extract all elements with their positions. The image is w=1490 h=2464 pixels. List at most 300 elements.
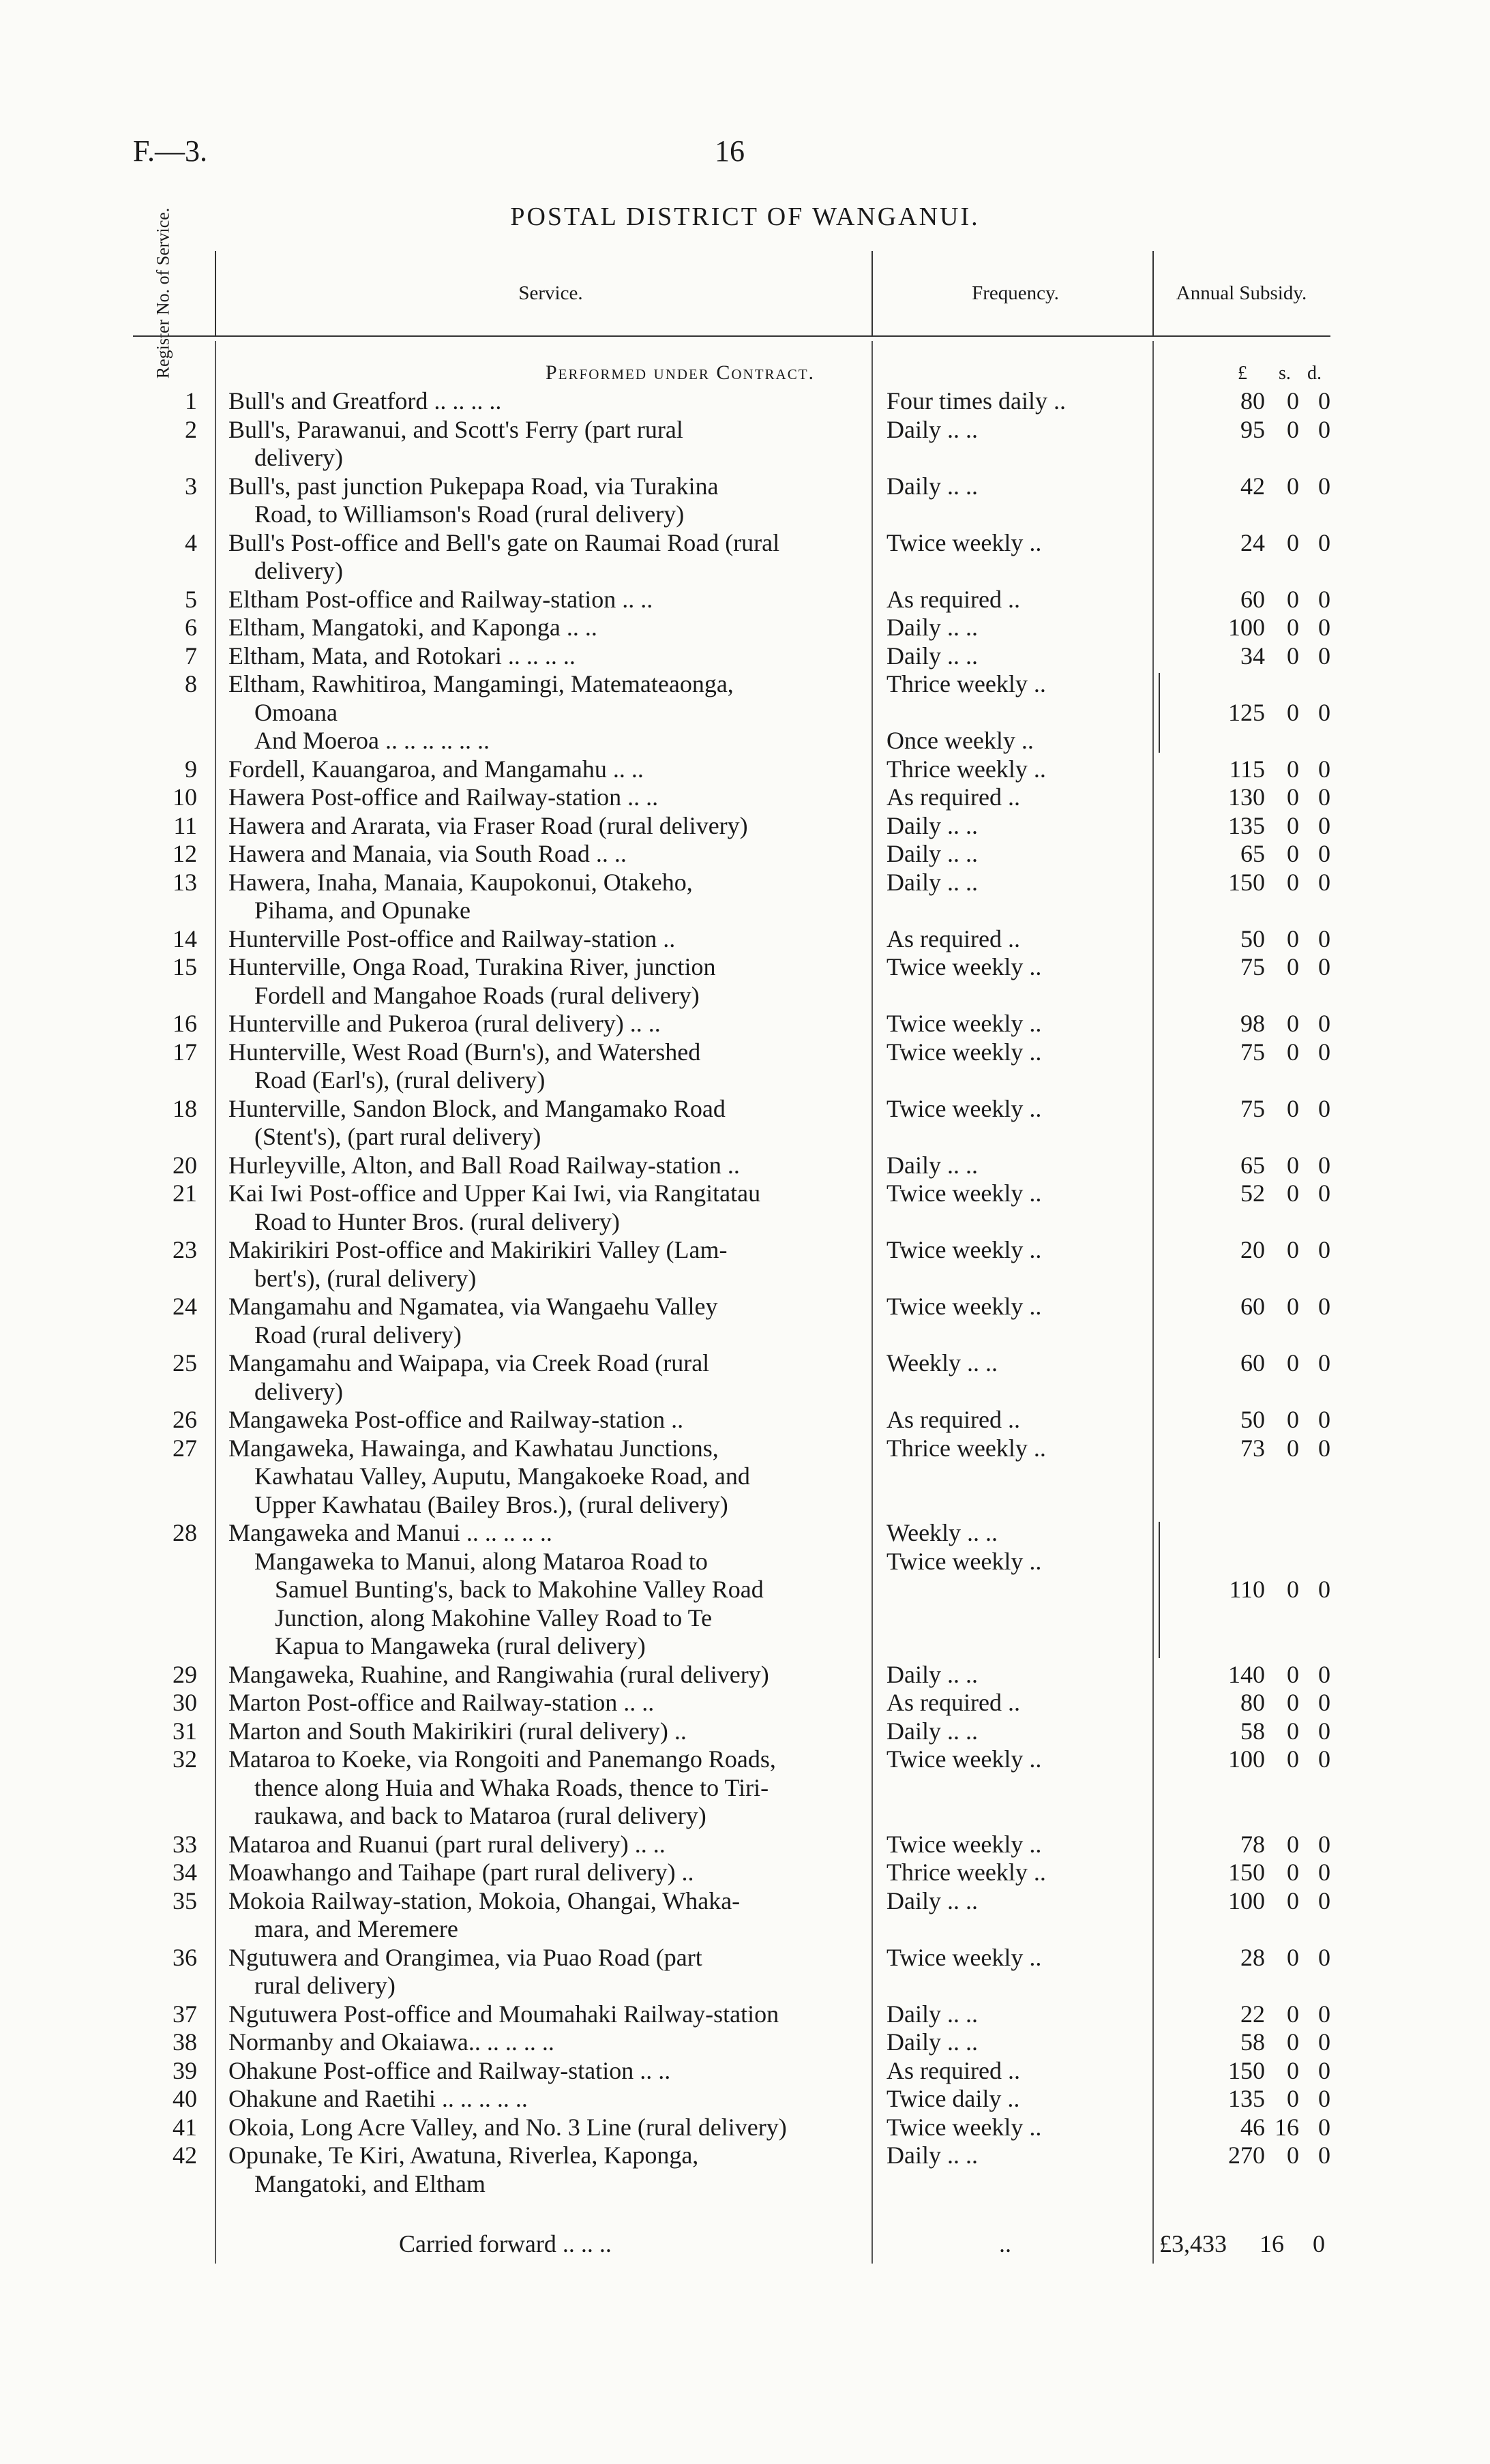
register-number: 33 (173, 1830, 197, 1858)
register-number: 2 (185, 415, 197, 443)
subsidy-pounds: 150 (1228, 868, 1265, 896)
subsidy-pounds: 80 (1240, 387, 1265, 415)
subsidy-shillings: 0 (1287, 1745, 1299, 1773)
page-title: POSTAL DISTRICT OF WANGANUI. (510, 202, 980, 231)
service-line: Moawhango and Taihape (part rural delivery) .. (228, 1859, 694, 1886)
register-number: 8 (185, 670, 197, 697)
subsidy-pounds: 52 (1240, 1180, 1265, 1207)
service-line: Mangaweka, Ruahine, and Rangiwahia (rural delivery) (228, 1660, 769, 1688)
service-description (228, 1180, 985, 1236)
service-description (228, 1095, 985, 1152)
service-line: Okoia, Long Acre Valley, and No. 3 Line (rural delivery) (228, 2113, 787, 2141)
service-line: Kapua to Mangaweka (rural delivery) (275, 1632, 646, 1659)
table-row (133, 755, 1330, 784)
frequency-cell (886, 1859, 1112, 1887)
subsidy-pounds: 60 (1240, 1349, 1265, 1377)
frequency-cell (886, 1236, 1112, 1265)
service-line: Road to Hunter Bros. (rural delivery) (254, 1207, 620, 1235)
frequency-cell (886, 2085, 1112, 2114)
service-line: mara, and Meremere (254, 1915, 458, 1942)
register-number: 31 (173, 1717, 197, 1745)
service-line: Eltham, Mangatoki, and Kaponga .. .. (228, 614, 597, 641)
services-table (133, 387, 1330, 2198)
annual-subsidy-cell (1197, 812, 1330, 841)
frequency-cell (886, 1406, 1112, 1434)
service-line: Hunterville, Onga Road, Turakina River, junction (228, 953, 716, 980)
subsidy-shillings: 0 (1287, 415, 1299, 443)
subsidy-shillings: 0 (1287, 1293, 1299, 1320)
service-description (228, 1434, 985, 1520)
pounds-unit: £ (1238, 363, 1247, 384)
grouping-brace (1150, 1522, 1160, 1658)
subsidy-shillings: 0 (1287, 1576, 1299, 1603)
frequency-value: Daily .. .. (886, 1887, 978, 1914)
service-description (228, 1661, 985, 1689)
service-description (228, 812, 985, 841)
service-description (228, 1689, 985, 1717)
service-line: Mokoia Railway-station, Mokoia, Ohangai, Whaka- (228, 1887, 741, 1914)
subsidy-shillings: 0 (1287, 1887, 1299, 1914)
subsidy-shillings: 16 (1275, 2113, 1299, 2141)
frequency-value: Thrice weekly .. (886, 755, 1046, 783)
annual-subsidy-cell (1197, 1887, 1330, 1916)
frequency-value: Twice weekly .. (886, 1547, 1042, 1575)
subsidy-pounds: 58 (1240, 1717, 1265, 1745)
register-number: 14 (173, 925, 197, 952)
annual-subsidy-cell (1197, 1152, 1330, 1180)
register-number: 25 (173, 1349, 197, 1377)
frequency-cell (886, 840, 1112, 869)
service-line: Eltham, Mata, and Rotokari .. .. .. .. (228, 642, 576, 670)
frequency-column-header: Frequency. (972, 282, 1059, 304)
service-description (228, 1349, 985, 1406)
frequency-value: Twice weekly .. (886, 1830, 1042, 1858)
service-line: Omoana (254, 698, 338, 726)
frequency-cell (886, 586, 1112, 614)
grouping-brace (1150, 673, 1160, 753)
annual-subsidy-cell (1197, 1293, 1330, 1321)
frequency-value: Daily .. .. (886, 1151, 978, 1179)
register-number: 11 (173, 811, 197, 839)
table-row (133, 783, 1330, 812)
table-row (133, 416, 1330, 472)
table-row (133, 1038, 1330, 1095)
frequency-cell (886, 1887, 1112, 1916)
register-number: 6 (185, 614, 197, 641)
carried-forward-shillings: 16 (1260, 2230, 1284, 2257)
subsidy-pence: 0 (1318, 755, 1330, 783)
service-line: Eltham, Rawhitiroa, Mangamingi, Matemateaonga, (228, 670, 734, 697)
subsidy-pounds: 65 (1240, 840, 1265, 867)
subsidy-pounds: 75 (1240, 953, 1265, 980)
subsidy-shillings: 0 (1287, 1180, 1299, 1207)
frequency-value: Twice weekly .. (886, 1293, 1042, 1320)
table-row (133, 1434, 1330, 1520)
subsidy-pounds: 95 (1240, 415, 1265, 443)
frequency-value: Four times daily .. (886, 387, 1066, 415)
subsidy-pounds: 50 (1240, 925, 1265, 952)
service-description (228, 1745, 985, 1831)
annual-subsidy-cell (1197, 1180, 1330, 1208)
table-row (133, 1095, 1330, 1152)
subsidy-pounds: 100 (1228, 614, 1265, 641)
frequency-value: Twice weekly .. (886, 1038, 1042, 1066)
subsidy-shillings: 0 (1287, 755, 1299, 783)
frequency-cell (886, 2142, 1112, 2170)
frequency-cell (886, 869, 1112, 897)
table-row (133, 2028, 1330, 2057)
table-row (133, 1944, 1330, 2000)
table-row (133, 1349, 1330, 1406)
frequency-value: Daily .. .. (886, 642, 978, 670)
register-number: 4 (185, 528, 197, 556)
register-number: 30 (173, 1689, 197, 1716)
service-line: Makirikiri Post-office and Makirikiri Valley (Lam- (228, 1236, 728, 1263)
frequency-value: Once weekly .. (886, 727, 1034, 754)
annual-subsidy-cell (1197, 953, 1330, 982)
service-line: Ohakune and Raetihi .. .. .. .. .. (228, 2085, 528, 2112)
frequency-cell (886, 1095, 1112, 1124)
annual-subsidy-cell (1197, 1717, 1330, 1746)
subsidy-shillings: 0 (1287, 2142, 1299, 2169)
subsidy-pounds: 20 (1240, 1236, 1265, 1263)
subsidy-shillings: 0 (1287, 1943, 1299, 1971)
subsidy-shillings: 0 (1287, 387, 1299, 415)
subsidy-pounds: 34 (1240, 642, 1265, 670)
subsidy-pounds: 100 (1228, 1745, 1265, 1773)
service-line: Kawhatau Valley, Auputu, Mangakoeke Road, and (254, 1462, 750, 1490)
frequency-value: Weekly .. .. (886, 1349, 998, 1377)
register-number: 42 (173, 2142, 197, 2169)
carried-forward-label: Carried forward .. .. .. (399, 2230, 612, 2257)
table-row (133, 869, 1330, 925)
frequency-value: Twice weekly .. (886, 953, 1042, 980)
table-row (133, 586, 1330, 614)
service-description (228, 1010, 985, 1038)
frequency-value: Twice weekly .. (886, 1094, 1042, 1122)
frequency-cell (886, 614, 1112, 642)
register-number: 20 (173, 1151, 197, 1179)
subsidy-column-header: Annual Subsidy. (1176, 282, 1307, 304)
carried-forward-pounds: £3,433 (1159, 2230, 1227, 2257)
service-line: Bull's Post-office and Bell's gate on Raumai Road (rural (228, 528, 780, 556)
service-line: Hawera and Ararata, via Fraser Road (rural delivery) (228, 811, 748, 839)
annual-subsidy-cell (1197, 642, 1330, 671)
service-description (228, 953, 985, 1010)
service-description (228, 2114, 985, 2142)
service-line: Normanby and Okaiawa.. .. .. .. .. (228, 2028, 554, 2056)
frequency-cell (886, 2057, 1112, 2086)
register-number: 24 (173, 1293, 197, 1320)
table-row (133, 1010, 1330, 1038)
frequency-cell (886, 642, 1112, 671)
subsidy-shillings: 0 (1287, 1151, 1299, 1179)
table-row (133, 642, 1330, 671)
annual-subsidy-cell (1197, 755, 1330, 784)
table-row (133, 2114, 1330, 2142)
register-number: 35 (173, 1887, 197, 1914)
service-line: Opunake, Te Kiri, Awatuna, Riverlea, Kaponga, (228, 2142, 699, 2169)
subsidy-pence: 0 (1318, 415, 1330, 443)
service-description (228, 1406, 985, 1434)
service-description (228, 586, 985, 614)
subsidy-pounds: 58 (1240, 2028, 1265, 2056)
service-line: rural delivery) (254, 1972, 396, 1999)
subsidy-pounds: 60 (1240, 1293, 1265, 1320)
service-line: Bull's and Greatford .. .. .. .. (228, 387, 502, 415)
table-row (133, 953, 1330, 1010)
subsidy-pence: 0 (1318, 1094, 1330, 1122)
subsidy-pence: 0 (1318, 1151, 1330, 1179)
table-row (133, 1745, 1330, 1831)
annual-subsidy-cell (1197, 1038, 1330, 1067)
table-row (133, 1831, 1330, 1859)
subsidy-shillings: 0 (1287, 783, 1299, 811)
register-number: 28 (173, 1519, 197, 1546)
service-line: Mangaweka and Manui .. .. .. .. .. (228, 1519, 552, 1546)
service-description (228, 2085, 985, 2114)
frequency-cell (886, 1745, 1112, 1774)
frequency-cell (886, 1010, 1112, 1038)
frequency-value: Twice weekly .. (886, 1236, 1042, 1263)
register-column-header (137, 207, 192, 379)
subsidy-pounds: 130 (1228, 783, 1265, 811)
frequency-value: Thrice weekly .. (886, 1434, 1046, 1462)
subsidy-pence: 0 (1318, 1010, 1330, 1037)
register-number: 26 (173, 1406, 197, 1433)
subsidy-pence: 0 (1318, 642, 1330, 670)
register-number: 34 (173, 1859, 197, 1886)
subsidy-shillings: 0 (1287, 614, 1299, 641)
subsidy-shillings: 0 (1287, 698, 1299, 726)
frequency-value: Thrice weekly .. (886, 670, 1046, 697)
subsidy-pence: 0 (1318, 1038, 1330, 1066)
subsidy-shillings: 0 (1287, 1434, 1299, 1462)
service-line: Mangaweka to Manui, along Mataroa Road to (254, 1547, 708, 1575)
annual-subsidy-cell (1197, 869, 1330, 897)
frequency-value: As required .. (886, 925, 1020, 952)
page-number: 16 (715, 134, 745, 168)
frequency-cell (886, 812, 1112, 841)
annual-subsidy-cell (1197, 1010, 1330, 1038)
annual-subsidy-cell (1197, 1576, 1330, 1604)
service-description (228, 387, 985, 416)
service-description (228, 755, 985, 784)
subsidy-pounds: 150 (1228, 1859, 1265, 1886)
frequency-value: Daily .. .. (886, 1660, 978, 1688)
subsidy-pence: 0 (1318, 2142, 1330, 2169)
frequency-cell (886, 755, 1112, 784)
subsidy-shillings: 0 (1287, 1094, 1299, 1122)
carried-forward-pence: 0 (1313, 2230, 1325, 2257)
subsidy-pounds: 135 (1228, 811, 1265, 839)
subsidy-shillings: 0 (1287, 1660, 1299, 1688)
frequency-value: Weekly .. .. (886, 1519, 998, 1546)
frequency-cell (886, 1293, 1112, 1321)
service-line: Hunterville Post-office and Railway-station .. (228, 925, 676, 952)
subsidy-pence: 0 (1318, 1717, 1330, 1745)
service-line: Mangatoki, and Eltham (254, 2169, 486, 2197)
table-row (133, 529, 1330, 586)
service-description (228, 1152, 985, 1180)
frequency-value: Daily .. .. (886, 868, 978, 896)
subsidy-pence: 0 (1318, 1660, 1330, 1688)
pence-unit: d. (1307, 363, 1322, 384)
service-line: Upper Kawhatau (Bailey Bros.), (rural delivery) (254, 1490, 728, 1518)
table-row (133, 1689, 1330, 1717)
service-line: Road, to Williamson's Road (rural delivery) (254, 500, 685, 528)
annual-subsidy-cell (1197, 1236, 1330, 1265)
table-row (133, 812, 1330, 841)
frequency-value: Daily .. .. (886, 2142, 978, 2169)
frequency-value: As required .. (886, 783, 1020, 811)
subsidy-pounds: 75 (1240, 1038, 1265, 1066)
service-description (228, 2142, 985, 2198)
subsidy-pence: 0 (1318, 783, 1330, 811)
service-line: Hawera and Manaia, via South Road .. .. (228, 840, 627, 867)
frequency-value: Twice weekly .. (886, 528, 1042, 556)
table-row (133, 1236, 1330, 1293)
service-line: delivery) (254, 444, 343, 471)
subsidy-shillings: 0 (1287, 528, 1299, 556)
subsidy-shillings: 0 (1287, 1717, 1299, 1745)
annual-subsidy-cell (1197, 2085, 1330, 2114)
service-line: delivery) (254, 557, 343, 584)
table-row (133, 1152, 1330, 1180)
subsidy-shillings: 0 (1287, 1689, 1299, 1716)
annual-subsidy-cell (1197, 699, 1330, 727)
section-heading: Performed under Contract. (546, 361, 816, 384)
frequency-value: Daily .. .. (886, 811, 978, 839)
frequency-value: As required .. (886, 1406, 1020, 1433)
subsidy-shillings: 0 (1287, 472, 1299, 500)
frequency-cell (886, 1717, 1112, 1746)
service-line: Mangamahu and Waipapa, via Creek Road (rural (228, 1349, 710, 1377)
frequency-value: Twice weekly .. (886, 1745, 1042, 1773)
table-row (133, 1661, 1330, 1689)
service-line: Hunterville, Sandon Block, and Mangamako Road (228, 1094, 726, 1122)
service-description (228, 869, 985, 925)
register-number: 1 (185, 387, 197, 415)
frequency-cell (886, 1349, 1112, 1378)
subsidy-pence: 0 (1318, 2085, 1330, 2112)
frequency-cell (886, 1152, 1112, 1180)
subsidy-shillings: 0 (1287, 925, 1299, 952)
annual-subsidy-cell (1197, 416, 1330, 445)
frequency-cell (886, 1661, 1112, 1689)
subsidy-shillings: 0 (1287, 953, 1299, 980)
register-number: 10 (173, 783, 197, 811)
subsidy-pence: 0 (1318, 953, 1330, 980)
service-description (228, 2000, 985, 2029)
table-row (133, 1887, 1330, 1944)
service-line: Road (Earl's), (rural delivery) (254, 1066, 546, 1094)
subsidy-pence: 0 (1318, 2113, 1330, 2141)
service-description (228, 1293, 985, 1349)
table-row (133, 2142, 1330, 2198)
service-description (228, 1831, 985, 1859)
table-row (133, 925, 1330, 954)
frequency-cell (886, 1944, 1112, 1972)
register-number: 21 (173, 1180, 197, 1207)
service-line: Pihama, and Opunake (254, 897, 471, 924)
table-row (133, 387, 1330, 416)
service-line: thence along Huia and Whaka Roads, thence to Tiri- (254, 1773, 769, 1801)
service-line: Mangaweka Post-office and Railway-station .. (228, 1406, 684, 1433)
annual-subsidy-cell (1197, 1661, 1330, 1689)
service-line: Hawera Post-office and Railway-station .. .. (228, 783, 659, 811)
register-number: 23 (173, 1236, 197, 1263)
subsidy-pence: 0 (1318, 698, 1330, 726)
frequency-cell (886, 387, 1112, 416)
subsidy-pence: 0 (1318, 1236, 1330, 1263)
annual-subsidy-cell (1197, 472, 1330, 501)
service-description (228, 2057, 985, 2086)
frequency-cell (886, 1180, 1112, 1208)
service-line: Marton Post-office and Railway-station .. .. (228, 1689, 655, 1716)
subsidy-pounds: 135 (1228, 2085, 1265, 2112)
service-description (228, 925, 985, 954)
subsidy-pounds: 28 (1240, 1943, 1265, 1971)
service-description (228, 614, 985, 642)
register-number: 5 (185, 585, 197, 613)
subsidy-shillings: 0 (1287, 585, 1299, 613)
subsidy-pounds: 60 (1240, 585, 1265, 613)
subsidy-pence: 0 (1318, 1859, 1330, 1886)
service-line: Eltham Post-office and Railway-station .. .. (228, 585, 653, 613)
service-description (228, 1038, 985, 1095)
service-line: Hawera, Inaha, Manaia, Kaupokonui, Otakeho, (228, 868, 693, 896)
register-number: 27 (173, 1434, 197, 1462)
annual-subsidy-cell (1197, 2057, 1330, 2086)
table-row (133, 1293, 1330, 1349)
service-line: Ngutuwera and Orangimea, via Puao Road (part (228, 1943, 702, 1971)
subsidy-shillings: 0 (1287, 1010, 1299, 1037)
frequency-value: Twice weekly .. (886, 1943, 1042, 1971)
annual-subsidy-cell (1197, 1349, 1330, 1378)
subsidy-pence: 0 (1318, 811, 1330, 839)
subsidy-shillings: 0 (1287, 2085, 1299, 2112)
register-number: 17 (173, 1038, 197, 1066)
subsidy-pence: 0 (1318, 387, 1330, 415)
frequency-cell (886, 1689, 1112, 1717)
header-rule (133, 335, 1330, 337)
frequency-cell (886, 925, 1112, 954)
subsidy-pence: 0 (1318, 1434, 1330, 1462)
service-line: Mataroa and Ruanui (part rural delivery) .. .. (228, 1830, 666, 1858)
subsidy-pence: 0 (1318, 1576, 1330, 1603)
service-line: Mangamahu and Ngamatea, via Wangaehu Valley (228, 1293, 718, 1320)
subsidy-pounds: 125 (1228, 698, 1265, 726)
subsidy-pence: 0 (1318, 2028, 1330, 2056)
subsidy-shillings: 0 (1287, 1859, 1299, 1886)
frequency-cell (886, 529, 1112, 558)
service-description (228, 840, 985, 869)
service-line: Marton and South Makirikiri (rural delivery) .. (228, 1717, 687, 1745)
annual-subsidy-cell (1197, 2028, 1330, 2057)
subsidy-pounds: 140 (1228, 1660, 1265, 1688)
subsidy-pounds: 110 (1229, 1576, 1265, 1603)
table-row (133, 1717, 1330, 1746)
frequency-value: Daily .. .. (886, 614, 978, 641)
subsidy-shillings: 0 (1287, 1236, 1299, 1263)
frequency-value: Twice daily .. (886, 2085, 1020, 2112)
annual-subsidy-cell (1197, 1406, 1330, 1434)
table-row (133, 1859, 1330, 1887)
subsidy-pounds: 270 (1228, 2142, 1265, 2169)
service-line: Mataroa to Koeke, via Rongoiti and Panemango Roads, (228, 1745, 776, 1773)
subsidy-pence: 0 (1318, 1406, 1330, 1433)
